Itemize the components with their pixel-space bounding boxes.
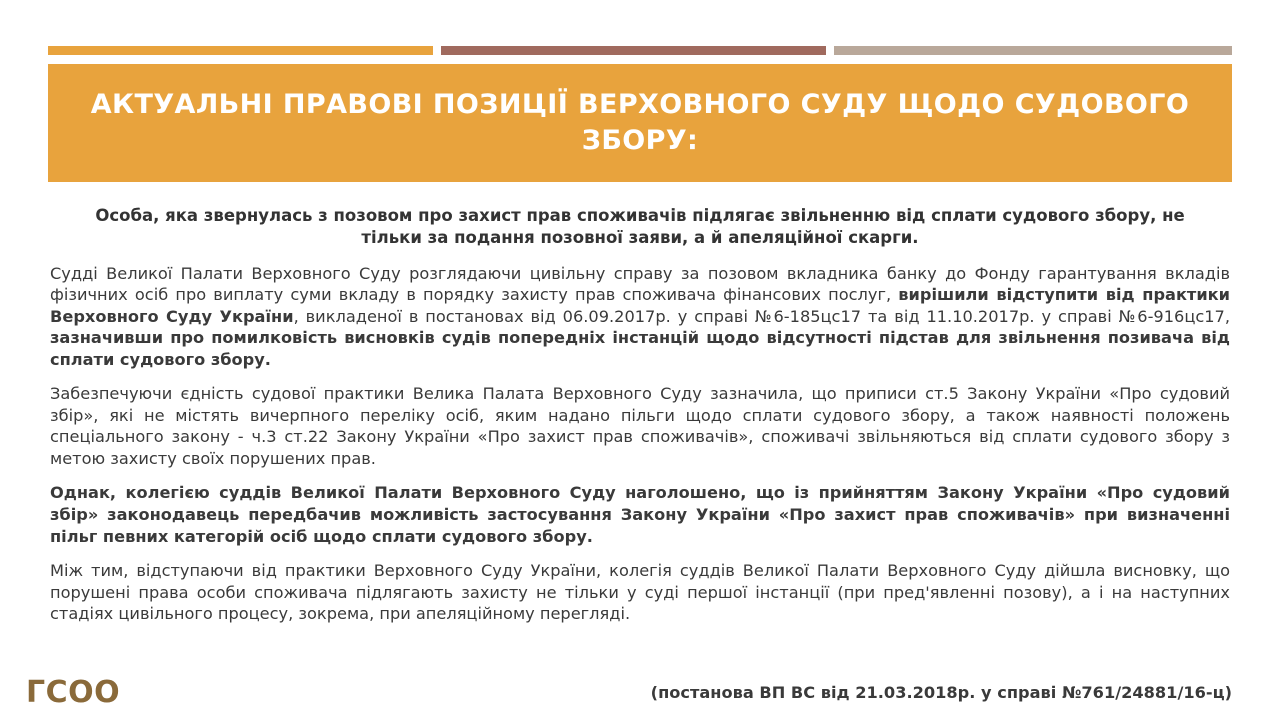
top-bar-orange — [48, 46, 433, 55]
body-paragraph — [50, 560, 1230, 625]
body-text: Між тим, відступаючи від практики Верховного Суду України, колегія суддів Великої Палати Верховного Суду дійшла висновку, що порушені права особи споживача підлягають захисту не тільки у суді першої інстанції (при пред'явленні позову), а і на наступних стадіях цивільного процесу, зокрема, при апеляційному перегляді. — [50, 561, 1230, 624]
body-text: Забезпечуючи єдність судової практики Велика Палата Верховного Суду зазначила, що приписи ст.5 Закону України «Про судовий збір», які не містять вичерпного переліку осіб, яким надано пільги щодо сплати судового збору, а також наявності положень спеціального закону - ч.3 ст.22 Закону України «Про захист прав споживачів», споживачі звільняються від сплати судового збору з метою захисту своїх порушених прав. — [50, 384, 1230, 468]
top-bar-brown — [441, 46, 826, 55]
emphasis-text: зазначивши про помилковість висновків судів попередніх інстанцій щодо відсутності підстав для звільнення позивача від сплати судового збору. — [50, 328, 1230, 369]
source-citation: (постанова ВП ВС від 21.03.2018р. у справі №761/24881/16-ц) — [650, 683, 1232, 702]
decorative-top-bars — [48, 46, 1232, 55]
lead-statement: Особа, яка звернулась з позовом про захист прав споживачів підлягає звільненню від сплати судового збору, не тільки за подання позовної заяви, а й апеляційної скарги. — [95, 206, 1185, 247]
title-banner — [48, 64, 1232, 182]
page-title: АКТУАЛЬНІ ПРАВОВІ ПОЗИЦІЇ ВЕРХОВНОГО СУДУ ЩОДО СУДОВОГО ЗБОРУ: — [90, 88, 1190, 156]
emphasis-text: вирішили відступити від практики Верховного Суду України — [50, 285, 1230, 326]
body-text: , викладеної в постановах від 06.09.2017р. у справі №6-185цс17 та від 11.10.2017р. у справі №6-916цс17, — [293, 306, 1230, 326]
body-paragraph — [50, 482, 1230, 547]
slide-body — [50, 205, 1230, 625]
body-text: Судді Великої Палати Верховного Суду розглядаючи цивільну справу за позовом вкладника банку до Фонду гарантування вкладів фізичних осіб про виплату суми вкладу в порядку захисту прав споживача фінансових послуг, — [50, 263, 1230, 305]
body-paragraph — [50, 383, 1230, 469]
organization-logo: ГСОО — [26, 675, 121, 710]
top-bar-taupe — [834, 46, 1232, 55]
body-paragraph — [50, 263, 1230, 371]
paragraph-list — [50, 263, 1230, 625]
emphasis-text: Однак, колегією суддів Великої Палати Верховного Суду наголошено, що із прийняттям Закону України «Про судовий збір» законодавець передбачив можливість застосування Закону України «Про захист прав споживачів» при визначенні пільг певних категорій осіб щодо сплати судового збору. — [50, 483, 1230, 546]
